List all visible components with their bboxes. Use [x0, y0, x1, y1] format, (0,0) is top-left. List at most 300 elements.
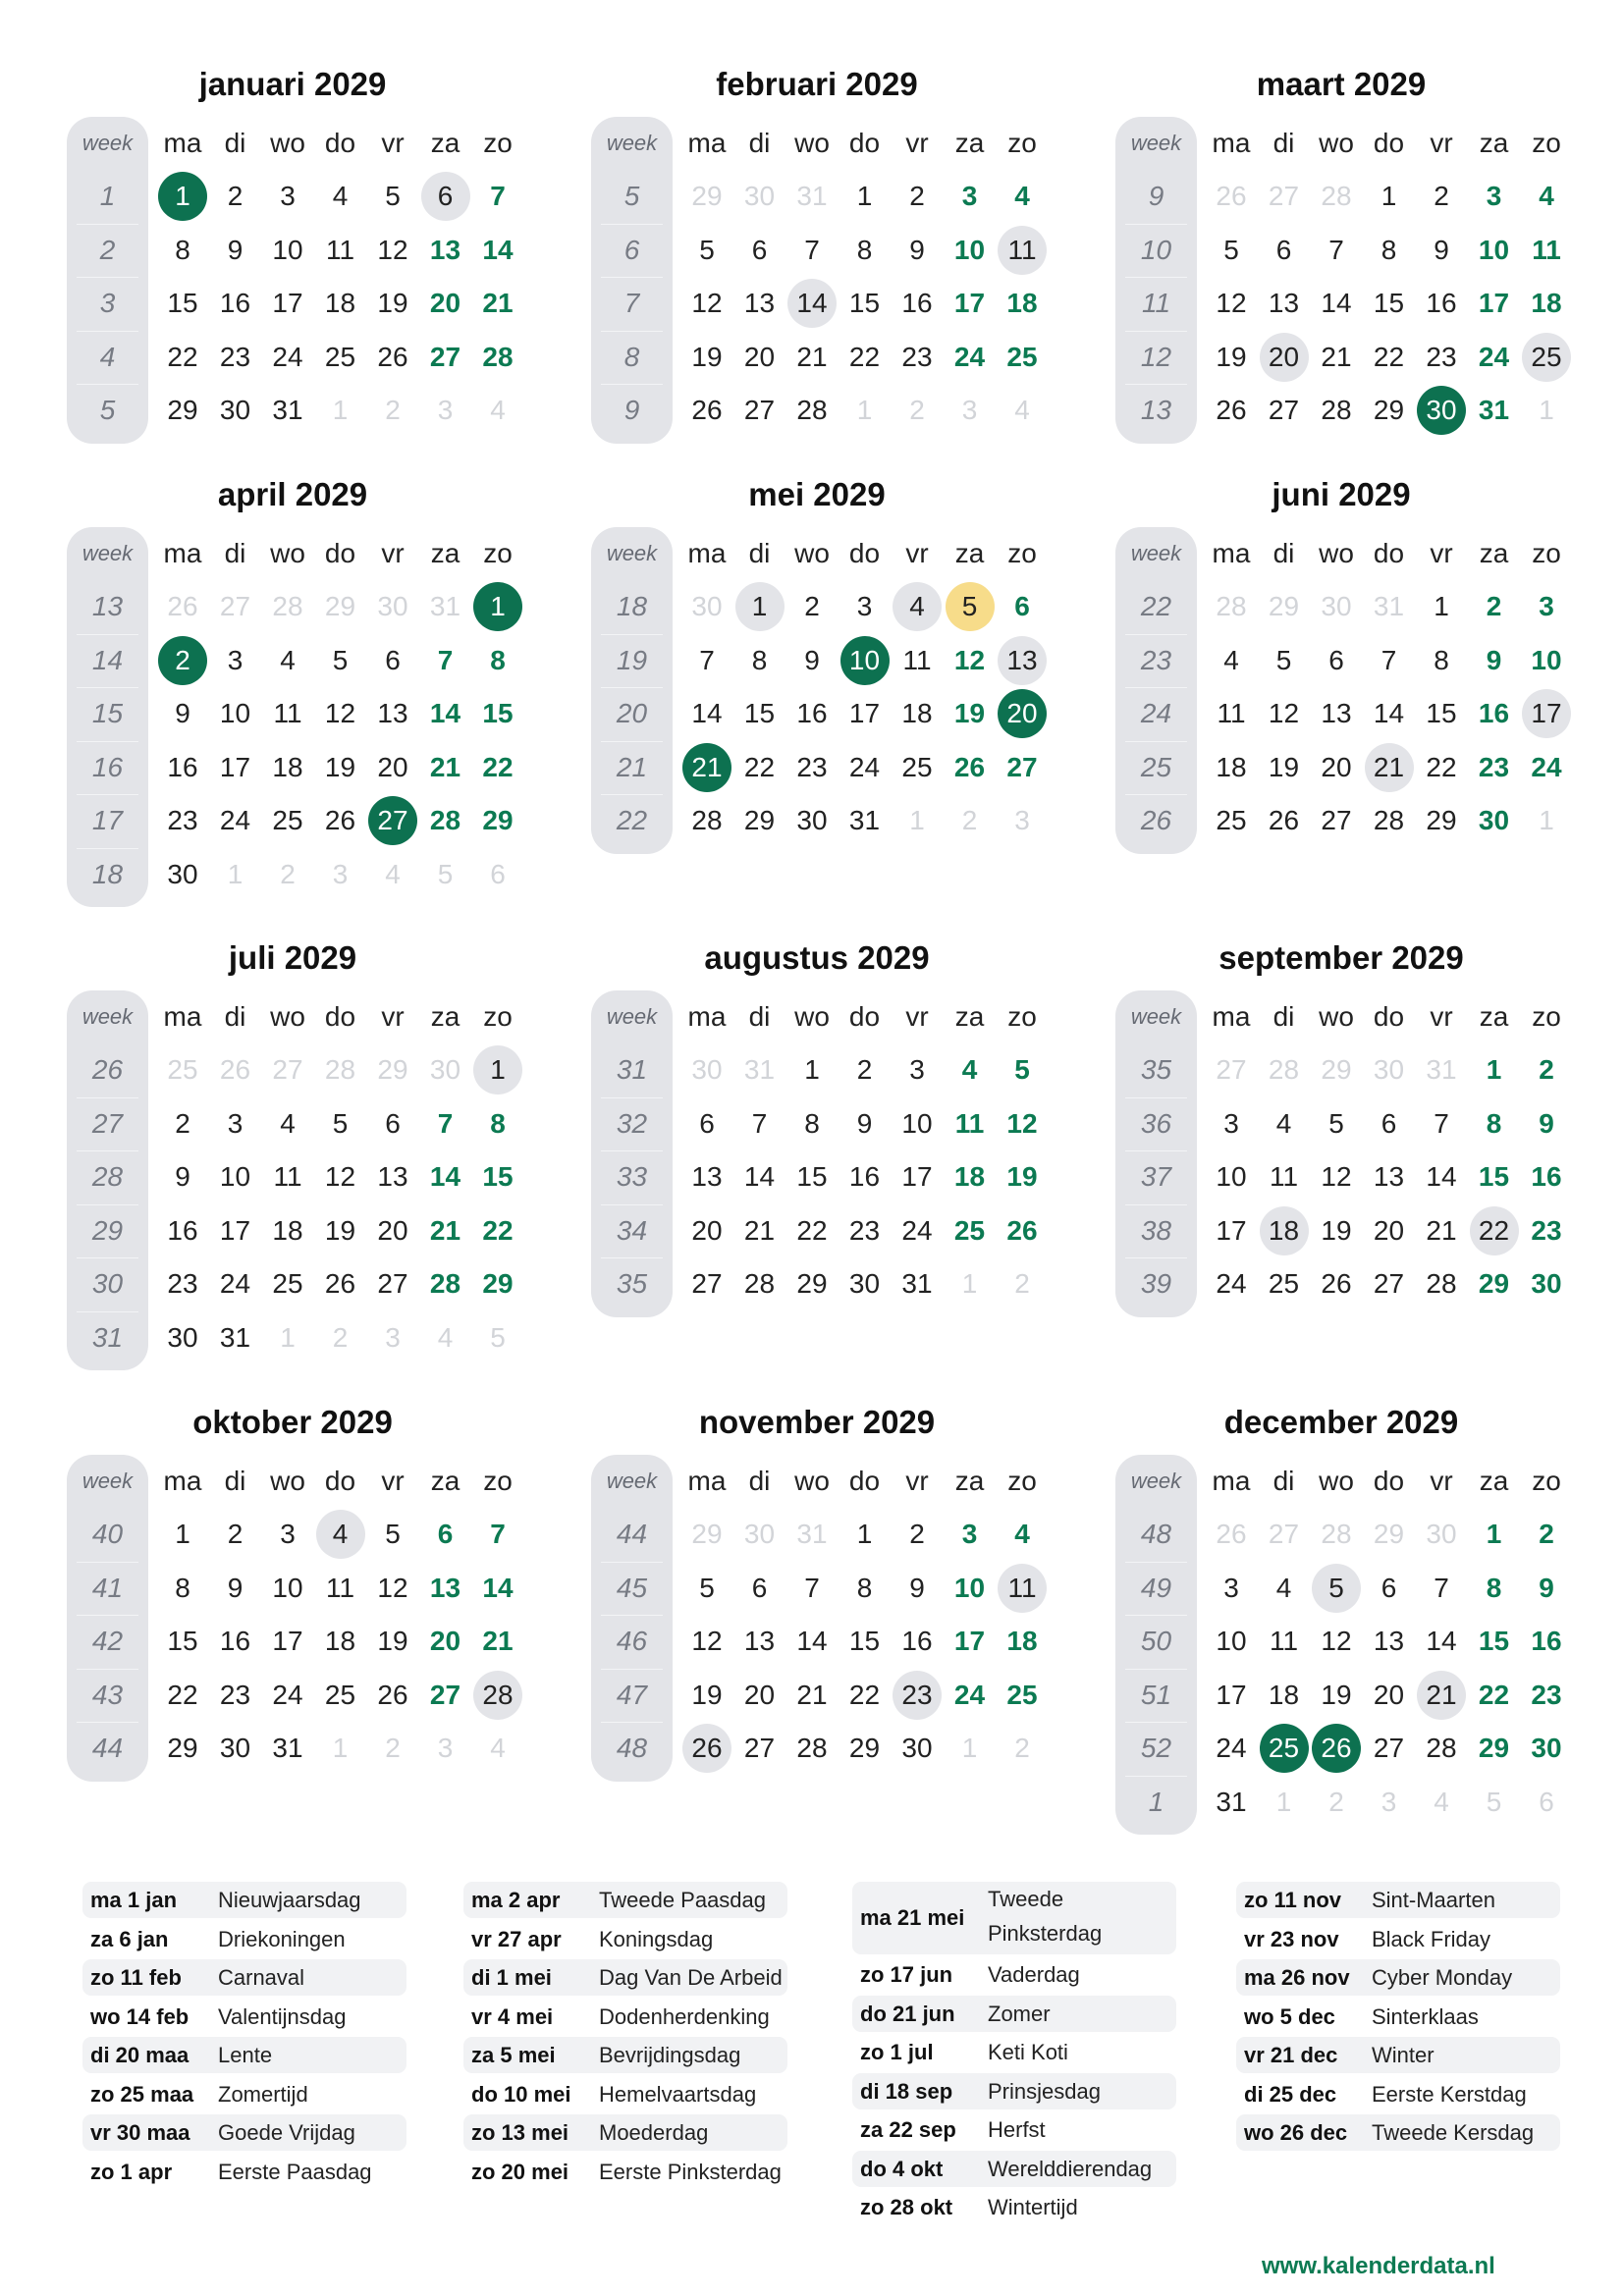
day-cell[interactable]: 15	[482, 1161, 514, 1192]
day-cell[interactable]: 24	[848, 751, 881, 782]
day-cell[interactable]: 3	[280, 1519, 296, 1549]
day-cell[interactable]: 3	[961, 1519, 978, 1549]
day-cell[interactable]: 10	[1478, 234, 1510, 265]
day-cell-outside[interactable]: 6	[1539, 1786, 1554, 1817]
day-cell[interactable]: 5	[1312, 1564, 1361, 1613]
day-cell-outside[interactable]: 4	[490, 395, 506, 425]
day-cell[interactable]: 20	[1373, 1214, 1405, 1246]
day-cell[interactable]: 13	[743, 288, 776, 318]
day-cell[interactable]: 18	[1268, 1679, 1300, 1710]
day-cell[interactable]: 2	[158, 636, 207, 685]
day-cell[interactable]: 10	[219, 1161, 251, 1192]
day-cell[interactable]: 23	[1531, 1679, 1562, 1710]
day-cell[interactable]: 16	[1478, 698, 1510, 728]
day-cell[interactable]: 16	[901, 288, 933, 318]
day-cell-outside[interactable]: 2	[385, 395, 401, 425]
day-cell[interactable]: 13	[429, 1572, 461, 1603]
day-cell[interactable]: 31	[901, 1268, 933, 1299]
day-cell[interactable]: 26	[953, 751, 986, 782]
day-cell[interactable]: 1	[856, 1519, 873, 1549]
day-cell[interactable]: 12	[1268, 698, 1300, 728]
day-cell[interactable]: 18	[953, 1161, 986, 1192]
day-cell-outside[interactable]: 28	[1268, 1054, 1300, 1085]
day-cell[interactable]: 29	[167, 395, 198, 425]
day-cell[interactable]: 13	[743, 1626, 776, 1656]
day-cell[interactable]: 4	[332, 181, 349, 211]
day-cell[interactable]: 10	[953, 1572, 986, 1603]
day-cell[interactable]: 3	[961, 181, 978, 211]
day-cell[interactable]: 28	[429, 1268, 461, 1299]
day-cell-outside[interactable]: 28	[1321, 181, 1352, 211]
day-cell[interactable]: 16	[219, 1626, 251, 1656]
day-cell[interactable]: 9	[227, 234, 244, 265]
day-cell[interactable]: 27	[1321, 805, 1352, 835]
day-cell[interactable]: 31	[848, 805, 881, 835]
day-cell[interactable]: 11	[998, 226, 1047, 275]
day-cell[interactable]: 5	[699, 234, 715, 265]
day-cell[interactable]: 11	[1217, 698, 1246, 728]
day-cell[interactable]: 28	[473, 1671, 522, 1720]
day-cell[interactable]: 29	[1426, 805, 1457, 835]
day-cell[interactable]: 15	[167, 288, 198, 318]
day-cell[interactable]: 8	[1486, 1572, 1502, 1603]
day-cell[interactable]: 26	[691, 395, 723, 425]
day-cell-outside[interactable]: 31	[796, 1519, 828, 1549]
day-cell[interactable]: 6	[1380, 1107, 1397, 1139]
day-cell-outside[interactable]: 1	[856, 395, 873, 425]
day-cell[interactable]: 13	[429, 234, 461, 265]
day-cell[interactable]: 28	[1426, 1268, 1457, 1299]
day-cell[interactable]: 25	[1216, 805, 1247, 835]
day-cell[interactable]: 27	[1373, 1733, 1405, 1763]
day-cell[interactable]: 25	[272, 1268, 303, 1299]
day-cell[interactable]: 1	[804, 1054, 820, 1085]
day-cell[interactable]: 27	[429, 341, 461, 372]
day-cell[interactable]: 5	[1328, 1107, 1344, 1139]
day-cell[interactable]: 28	[796, 395, 828, 425]
day-cell[interactable]: 19	[1216, 341, 1247, 372]
day-cell[interactable]: 29	[743, 805, 776, 835]
day-cell[interactable]: 30	[796, 805, 828, 835]
day-cell-outside[interactable]: 3	[961, 395, 978, 425]
day-cell[interactable]: 3	[227, 644, 244, 675]
day-cell[interactable]: 6	[699, 1107, 715, 1139]
day-cell-outside[interactable]: 26	[219, 1054, 251, 1085]
day-cell[interactable]: 30	[1417, 386, 1466, 435]
day-cell[interactable]: 4	[316, 1510, 365, 1559]
day-cell-outside[interactable]: 2	[280, 858, 296, 889]
day-cell[interactable]: 3	[227, 1107, 244, 1139]
day-cell[interactable]: 9	[909, 234, 925, 265]
day-cell[interactable]: 7	[1380, 644, 1397, 675]
day-cell[interactable]: 19	[1006, 1161, 1038, 1192]
day-cell[interactable]: 3	[909, 1054, 925, 1085]
day-cell[interactable]: 26	[1321, 1268, 1352, 1299]
day-cell[interactable]: 25	[1260, 1724, 1309, 1773]
day-cell[interactable]: 22	[743, 751, 776, 782]
day-cell[interactable]: 17	[1522, 689, 1571, 738]
day-cell[interactable]: 11	[273, 698, 302, 728]
day-cell-outside[interactable]: 3	[437, 1733, 454, 1763]
day-cell-outside[interactable]: 30	[1373, 1054, 1405, 1085]
day-cell-outside[interactable]: 2	[1328, 1786, 1344, 1817]
day-cell[interactable]: 3	[1486, 181, 1502, 211]
day-cell[interactable]: 19	[691, 1679, 723, 1710]
day-cell[interactable]: 9	[1486, 644, 1502, 675]
day-cell[interactable]: 8	[751, 644, 768, 675]
day-cell[interactable]: 14	[482, 1572, 514, 1603]
day-cell[interactable]: 13	[1373, 1161, 1405, 1192]
day-cell[interactable]: 21	[429, 1214, 461, 1246]
day-cell[interactable]: 18	[1216, 751, 1247, 782]
day-cell-outside[interactable]: 3	[437, 395, 454, 425]
day-cell[interactable]: 20	[1321, 751, 1352, 782]
day-cell[interactable]: 10	[1216, 1161, 1247, 1192]
day-cell-outside[interactable]: 4	[1434, 1786, 1449, 1817]
day-cell[interactable]: 22	[848, 1679, 881, 1710]
day-cell[interactable]: 20	[1373, 1679, 1405, 1710]
day-cell[interactable]: 15	[167, 1626, 198, 1656]
day-cell[interactable]: 6	[1275, 234, 1292, 265]
day-cell[interactable]: 13	[691, 1161, 723, 1192]
day-cell[interactable]: 3	[856, 591, 873, 621]
day-cell-outside[interactable]: 27	[219, 591, 251, 621]
day-cell[interactable]: 24	[272, 341, 303, 372]
day-cell[interactable]: 28	[1373, 805, 1405, 835]
day-cell[interactable]: 7	[1434, 1107, 1449, 1139]
day-cell[interactable]: 25	[953, 1214, 986, 1246]
day-cell[interactable]: 14	[787, 279, 837, 328]
day-cell-outside[interactable]: 2	[385, 1733, 401, 1763]
day-cell[interactable]: 9	[909, 1572, 925, 1603]
day-cell[interactable]: 3	[280, 181, 296, 211]
day-cell[interactable]: 10	[272, 234, 303, 265]
day-cell[interactable]: 30	[219, 395, 251, 425]
day-cell[interactable]: 30	[901, 1733, 933, 1763]
day-cell[interactable]: 21	[482, 288, 514, 318]
day-cell[interactable]: 26	[1268, 805, 1300, 835]
day-cell[interactable]: 20	[377, 1214, 408, 1246]
day-cell[interactable]: 26	[682, 1724, 731, 1773]
day-cell[interactable]: 5	[1014, 1054, 1030, 1085]
day-cell-outside[interactable]: 2	[332, 1321, 349, 1353]
day-cell[interactable]: 2	[227, 1519, 244, 1549]
day-cell[interactable]: 22	[1426, 751, 1457, 782]
day-cell-outside[interactable]: 29	[691, 181, 723, 211]
day-cell[interactable]: 6	[1380, 1572, 1397, 1603]
day-cell[interactable]: 16	[848, 1161, 881, 1192]
day-cell[interactable]: 17	[901, 1161, 933, 1192]
day-cell[interactable]: 25	[1522, 333, 1571, 382]
day-cell[interactable]: 20	[743, 341, 776, 372]
day-cell[interactable]: 2	[1539, 1054, 1554, 1085]
day-cell[interactable]: 15	[1478, 1626, 1510, 1656]
day-cell[interactable]: 27	[1006, 751, 1038, 782]
day-cell[interactable]: 12	[1321, 1626, 1352, 1656]
day-cell[interactable]: 30	[167, 858, 198, 889]
day-cell[interactable]: 19	[324, 1214, 356, 1246]
day-cell-outside[interactable]: 28	[1216, 591, 1247, 621]
day-cell[interactable]: 25	[324, 1679, 356, 1710]
day-cell[interactable]: 20	[743, 1679, 776, 1710]
day-cell[interactable]: 11	[325, 1572, 355, 1603]
day-cell[interactable]: 4	[1014, 1519, 1030, 1549]
day-cell[interactable]: 7	[1434, 1572, 1449, 1603]
day-cell[interactable]: 23	[219, 1679, 251, 1710]
day-cell[interactable]: 25	[1268, 1268, 1300, 1299]
day-cell[interactable]: 12	[953, 644, 986, 675]
day-cell[interactable]: 22	[1478, 1679, 1510, 1710]
day-cell[interactable]: 9	[804, 644, 820, 675]
day-cell[interactable]: 25	[272, 805, 303, 835]
day-cell[interactable]: 27	[377, 1268, 408, 1299]
day-cell[interactable]: 26	[1006, 1214, 1038, 1246]
day-cell[interactable]: 31	[219, 1321, 251, 1353]
day-cell[interactable]: 1	[1486, 1054, 1502, 1085]
day-cell[interactable]: 19	[377, 1626, 408, 1656]
day-cell[interactable]: 19	[1321, 1214, 1352, 1246]
day-cell-outside[interactable]: 4	[490, 1733, 506, 1763]
day-cell[interactable]: 4	[280, 1107, 296, 1139]
day-cell[interactable]: 2	[856, 1054, 873, 1085]
day-cell[interactable]: 2	[1434, 181, 1449, 211]
day-cell-outside[interactable]: 27	[272, 1054, 303, 1085]
day-cell[interactable]: 17	[848, 698, 881, 728]
day-cell[interactable]: 1	[473, 582, 522, 631]
day-cell[interactable]: 12	[324, 1161, 356, 1192]
day-cell[interactable]: 23	[219, 341, 251, 372]
day-cell[interactable]: 16	[167, 751, 198, 782]
day-cell[interactable]: 10	[1531, 644, 1562, 675]
website-link[interactable]: www.kalenderdata.nl	[1262, 2253, 1495, 2279]
day-cell[interactable]: 16	[1531, 1626, 1562, 1656]
day-cell[interactable]: 4	[961, 1054, 978, 1085]
day-cell[interactable]: 24	[1216, 1268, 1247, 1299]
day-cell[interactable]: 28	[1426, 1733, 1457, 1763]
day-cell[interactable]: 26	[1216, 395, 1247, 425]
day-cell[interactable]: 24	[219, 1268, 251, 1299]
day-cell[interactable]: 19	[324, 751, 356, 782]
day-cell[interactable]: 5	[385, 181, 401, 211]
day-cell[interactable]: 20	[998, 689, 1047, 738]
day-cell[interactable]: 1	[473, 1045, 522, 1095]
day-cell[interactable]: 23	[1426, 341, 1457, 372]
day-cell[interactable]: 24	[953, 341, 986, 372]
day-cell-outside[interactable]: 31	[743, 1054, 776, 1085]
day-cell-outside[interactable]: 28	[324, 1054, 356, 1085]
day-cell[interactable]: 15	[848, 1626, 881, 1656]
day-cell[interactable]: 18	[1531, 288, 1562, 318]
day-cell[interactable]: 28	[691, 805, 723, 835]
day-cell[interactable]: 22	[1470, 1206, 1519, 1255]
day-cell[interactable]: 12	[1321, 1161, 1352, 1192]
day-cell-outside[interactable]: 5	[437, 858, 454, 889]
day-cell[interactable]: 21	[1426, 1214, 1457, 1246]
day-cell[interactable]: 30	[848, 1268, 881, 1299]
day-cell[interactable]: 31	[1478, 395, 1510, 425]
day-cell[interactable]: 4	[1275, 1572, 1292, 1603]
day-cell[interactable]: 21	[796, 1679, 828, 1710]
day-cell[interactable]: 23	[167, 1268, 198, 1299]
day-cell[interactable]: 12	[377, 234, 408, 265]
day-cell-outside[interactable]: 3	[332, 858, 349, 889]
day-cell[interactable]: 27	[429, 1679, 461, 1710]
day-cell[interactable]: 21	[429, 751, 461, 782]
day-cell[interactable]: 26	[1312, 1724, 1361, 1773]
day-cell[interactable]: 4	[1539, 181, 1554, 211]
day-cell[interactable]: 6	[385, 1107, 401, 1139]
day-cell[interactable]: 25	[1006, 341, 1038, 372]
day-cell[interactable]: 18	[272, 1214, 303, 1246]
day-cell[interactable]: 1	[175, 1519, 190, 1549]
day-cell[interactable]: 13	[377, 698, 408, 728]
day-cell[interactable]: 14	[429, 1161, 461, 1192]
day-cell[interactable]: 10	[1216, 1626, 1247, 1656]
day-cell[interactable]: 8	[175, 1572, 190, 1603]
day-cell-outside[interactable]: 1	[1275, 1786, 1292, 1817]
day-cell-outside[interactable]: 1	[280, 1321, 296, 1353]
day-cell[interactable]: 16	[796, 698, 828, 728]
day-cell[interactable]: 2	[1539, 1519, 1554, 1549]
day-cell[interactable]: 6	[751, 234, 768, 265]
day-cell[interactable]: 19	[1321, 1679, 1352, 1710]
day-cell-outside[interactable]: 30	[743, 1519, 776, 1549]
day-cell-outside[interactable]: 5	[1486, 1786, 1502, 1817]
day-cell[interactable]: 20	[691, 1214, 723, 1246]
day-cell[interactable]: 8	[856, 1572, 873, 1603]
day-cell[interactable]: 2	[909, 1519, 925, 1549]
day-cell-outside[interactable]: 30	[1426, 1519, 1457, 1549]
day-cell[interactable]: 22	[167, 341, 198, 372]
day-cell[interactable]: 25	[1006, 1679, 1038, 1710]
day-cell[interactable]: 16	[1426, 288, 1457, 318]
day-cell[interactable]: 17	[219, 1214, 251, 1246]
day-cell[interactable]: 1	[856, 181, 873, 211]
day-cell[interactable]: 27	[1268, 395, 1300, 425]
day-cell[interactable]: 29	[796, 1268, 828, 1299]
day-cell[interactable]: 28	[796, 1733, 828, 1763]
day-cell[interactable]: 24	[1531, 751, 1562, 782]
day-cell-outside[interactable]: 2	[1014, 1268, 1030, 1299]
day-cell[interactable]: 14	[743, 1161, 776, 1192]
day-cell[interactable]: 6	[1328, 644, 1344, 675]
day-cell[interactable]: 1	[158, 172, 207, 221]
day-cell[interactable]: 23	[893, 1671, 942, 1720]
day-cell[interactable]: 14	[1426, 1626, 1457, 1656]
day-cell[interactable]: 27	[743, 395, 776, 425]
day-cell[interactable]: 5	[332, 644, 349, 675]
day-cell[interactable]: 17	[953, 1626, 986, 1656]
day-cell-outside[interactable]: 1	[961, 1733, 978, 1763]
day-cell[interactable]: 15	[1478, 1161, 1510, 1192]
day-cell[interactable]: 30	[1531, 1733, 1562, 1763]
day-cell[interactable]: 16	[219, 288, 251, 318]
day-cell[interactable]: 3	[1539, 591, 1554, 621]
day-cell[interactable]: 5	[1223, 234, 1239, 265]
day-cell[interactable]: 20	[429, 288, 461, 318]
day-cell[interactable]: 23	[901, 341, 933, 372]
day-cell[interactable]: 10	[272, 1572, 303, 1603]
day-cell[interactable]: 29	[482, 1268, 514, 1299]
day-cell[interactable]: 4	[1014, 181, 1030, 211]
day-cell[interactable]: 11	[1532, 234, 1561, 265]
day-cell[interactable]: 19	[953, 698, 986, 728]
day-cell-outside[interactable]: 27	[1216, 1054, 1247, 1085]
day-cell[interactable]: 8	[490, 1107, 506, 1139]
day-cell-outside[interactable]: 29	[1321, 1054, 1352, 1085]
day-cell[interactable]: 28	[1321, 395, 1352, 425]
day-cell[interactable]: 7	[1328, 234, 1344, 265]
day-cell[interactable]: 13	[377, 1161, 408, 1192]
day-cell[interactable]: 31	[1216, 1786, 1247, 1817]
day-cell[interactable]: 28	[429, 805, 461, 835]
day-cell[interactable]: 12	[377, 1572, 408, 1603]
day-cell[interactable]: 14	[429, 698, 461, 728]
day-cell[interactable]: 21	[743, 1214, 776, 1246]
day-cell[interactable]: 31	[272, 395, 303, 425]
day-cell[interactable]: 11	[1269, 1161, 1299, 1192]
day-cell[interactable]: 10	[219, 698, 251, 728]
day-cell[interactable]: 21	[1417, 1671, 1466, 1720]
day-cell[interactable]: 1	[1380, 181, 1397, 211]
day-cell[interactable]: 18	[1260, 1206, 1309, 1255]
day-cell-outside[interactable]: 31	[1373, 591, 1405, 621]
day-cell[interactable]: 29	[167, 1733, 198, 1763]
day-cell[interactable]: 9	[1539, 1572, 1554, 1603]
day-cell[interactable]: 22	[482, 751, 514, 782]
day-cell[interactable]: 12	[1216, 288, 1247, 318]
day-cell[interactable]: 15	[848, 288, 881, 318]
day-cell[interactable]: 29	[1478, 1268, 1510, 1299]
day-cell[interactable]: 19	[377, 288, 408, 318]
day-cell-outside[interactable]: 3	[385, 1321, 401, 1353]
day-cell[interactable]: 14	[1373, 698, 1405, 728]
day-cell[interactable]: 6	[385, 644, 401, 675]
day-cell[interactable]: 21	[682, 743, 731, 792]
day-cell[interactable]: 15	[1373, 288, 1405, 318]
day-cell[interactable]: 26	[377, 1679, 408, 1710]
day-cell-outside[interactable]: 30	[743, 181, 776, 211]
day-cell[interactable]: 5	[385, 1519, 401, 1549]
day-cell[interactable]: 17	[953, 288, 986, 318]
day-cell[interactable]: 2	[909, 181, 925, 211]
day-cell[interactable]: 4	[1223, 644, 1239, 675]
day-cell[interactable]: 2	[1486, 591, 1502, 621]
day-cell[interactable]: 29	[482, 805, 514, 835]
day-cell[interactable]: 16	[1531, 1161, 1562, 1192]
day-cell-outside[interactable]: 30	[691, 1054, 723, 1085]
day-cell[interactable]: 23	[167, 805, 198, 835]
day-cell[interactable]: 7	[804, 1572, 820, 1603]
day-cell[interactable]: 27	[691, 1268, 723, 1299]
day-cell-outside[interactable]: 1	[227, 858, 244, 889]
day-cell[interactable]: 9	[227, 1572, 244, 1603]
day-cell-outside[interactable]: 26	[1216, 1519, 1247, 1549]
day-cell[interactable]: 10	[840, 636, 890, 685]
day-cell-outside[interactable]: 27	[1268, 181, 1300, 211]
day-cell[interactable]: 19	[1268, 751, 1300, 782]
day-cell[interactable]: 2	[175, 1107, 190, 1139]
day-cell[interactable]: 11	[902, 644, 932, 675]
day-cell-outside[interactable]: 29	[1373, 1519, 1405, 1549]
day-cell-outside[interactable]: 30	[429, 1054, 461, 1085]
day-cell[interactable]: 28	[482, 341, 514, 372]
day-cell[interactable]: 22	[796, 1214, 828, 1246]
day-cell[interactable]: 12	[1006, 1107, 1038, 1139]
day-cell-outside[interactable]: 1	[1539, 805, 1554, 835]
day-cell[interactable]: 16	[167, 1214, 198, 1246]
day-cell[interactable]: 20	[1260, 333, 1309, 382]
